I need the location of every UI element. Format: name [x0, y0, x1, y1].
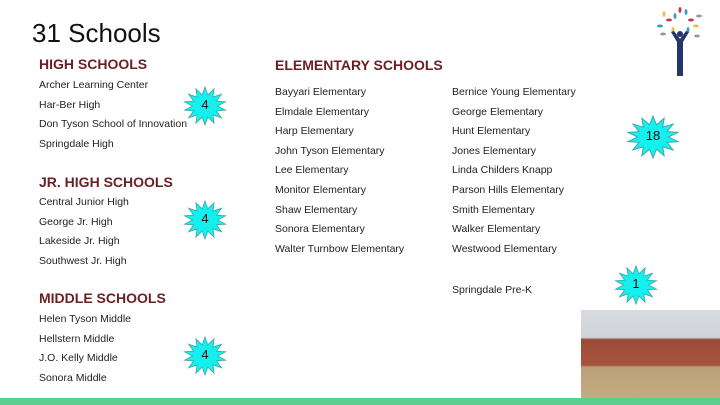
jr-high-schools-heading: JR. HIGH SCHOOLS — [39, 174, 173, 190]
list-item: Southwest Jr. High — [39, 254, 127, 267]
list-item: Monitor Elementary — [275, 183, 367, 196]
list-item: Bayyari Elementary — [275, 86, 367, 98]
count-label: 4 — [201, 347, 209, 362]
list-item: Lakeside Jr. High — [39, 235, 120, 248]
high-schools-heading: HIGH SCHOOLS — [39, 56, 148, 72]
list-item: Springdale High — [39, 137, 114, 150]
list-item: Jones Elementary — [452, 144, 537, 157]
elementary-list-col2 — [452, 83, 576, 259]
list-item: Bernice Young Elementary — [452, 86, 576, 98]
list-item: George Jr. High — [39, 215, 113, 228]
list-item: Westwood Elementary — [452, 242, 557, 255]
school-building-photo — [581, 310, 720, 402]
elementary-count-badge — [626, 115, 680, 159]
list-item: Lee Elementary — [275, 164, 349, 177]
list-item: Parson Hills Elementary — [452, 183, 565, 196]
count-label: 1 — [632, 276, 640, 291]
middle-schools-list — [39, 310, 131, 388]
high-schools-list — [39, 76, 187, 154]
footer-bar — [0, 398, 720, 405]
count-label: 4 — [201, 97, 209, 112]
list-item: Elmdale Elementary — [275, 105, 369, 118]
list-item: Central Junior High — [39, 196, 129, 208]
count-label: 4 — [201, 211, 209, 226]
list-item: John Tyson Elementary — [275, 144, 385, 157]
list-item: Shaw Elementary — [275, 203, 358, 216]
list-item: Sonora Middle — [39, 371, 107, 384]
list-item: Smith Elementary — [452, 203, 535, 216]
list-item: Springdale Pre-K — [452, 284, 532, 296]
list-item: Har-Ber High — [39, 98, 101, 111]
list-item: Hellstern Middle — [39, 332, 115, 345]
middle-count-badge — [183, 336, 227, 376]
list-item: Walter Turnbow Elementary — [275, 242, 405, 255]
list-item: George Elementary — [452, 105, 544, 118]
list-item: Don Tyson School of Innovation — [39, 118, 188, 131]
list-item: Sonora Elementary — [275, 223, 365, 236]
district-logo — [655, 6, 705, 76]
jr-high-schools-list — [39, 193, 129, 271]
list-item: Linda Childers Knapp — [452, 164, 553, 177]
list-item: Harp Elementary — [275, 125, 354, 138]
jr-count-badge — [183, 200, 227, 240]
list-item: Archer Learning Center — [39, 79, 149, 91]
count-label: 18 — [645, 128, 661, 143]
prek-count-badge — [614, 265, 658, 305]
list-item: Helen Tyson Middle — [39, 313, 132, 325]
prek-list — [452, 281, 532, 301]
high-count-badge — [183, 86, 227, 126]
list-item: Hunt Elementary — [452, 125, 531, 138]
list-item: J.O. Kelly Middle — [39, 352, 118, 365]
list-item: Walker Elementary — [452, 223, 541, 236]
middle-schools-heading: MIDDLE SCHOOLS — [39, 290, 166, 306]
elementary-list-col1 — [275, 83, 404, 259]
page-title: 31 Schools — [32, 18, 161, 48]
elementary-schools-heading: ELEMENTARY SCHOOLS — [275, 57, 443, 73]
